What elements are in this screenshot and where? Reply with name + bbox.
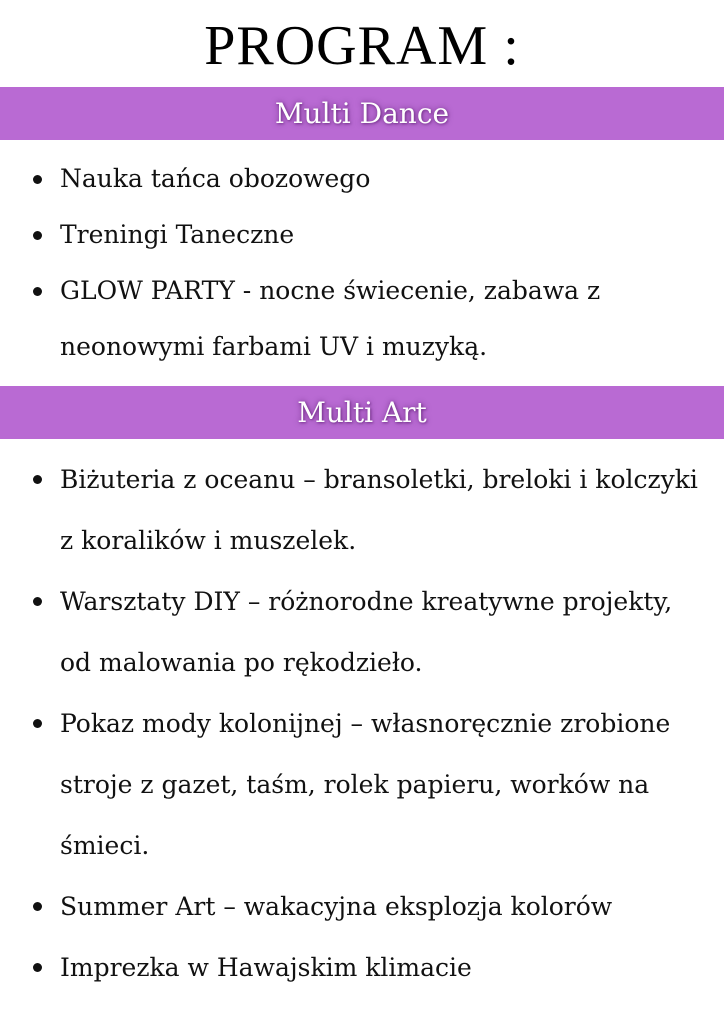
bullet-icon: [33, 719, 42, 728]
list-item-text: Pokaz mody kolonijnej – własnoręcznie zrobione stroje z gazet, taśm, rolek papieru, worków na śmieci.: [60, 709, 671, 860]
section-header-multi-art: [0, 386, 724, 439]
section-heading: Multi Art: [297, 396, 427, 429]
list-item-text: GLOW PARTY - nocne świecenie, zabawa z neonowymi farbami UV i muzyką.: [60, 276, 601, 361]
list-item: [0, 263, 724, 375]
list-item-text: Summer Art – wakacyjna eksplozja kolorów: [60, 892, 613, 921]
list-item-text: Treningi Taneczne: [60, 220, 295, 249]
list-item: [0, 151, 724, 207]
list-item: [0, 937, 724, 998]
section-header-multi-dance: [0, 87, 724, 140]
list-item: [0, 571, 724, 693]
list-item: [0, 876, 724, 937]
page-title: PROGRAM :: [204, 15, 520, 77]
list-item-text: Imprezka w Hawajskim klimacie: [60, 953, 472, 982]
list-item: [0, 693, 724, 876]
list-item-text: Nauka tańca obozowego: [60, 164, 371, 193]
bullet-icon: [33, 597, 42, 606]
bullet-icon: [33, 231, 42, 240]
list-item-text: Biżuteria z oceanu – bransoletki, breloki i kolczyki z koralików i muszelek.: [60, 465, 698, 555]
bullet-icon: [33, 175, 42, 184]
section-heading: Multi Dance: [274, 97, 450, 130]
bullet-icon: [33, 475, 42, 484]
multi-art-list: [0, 449, 724, 998]
list-item: [0, 449, 724, 571]
bullet-icon: [33, 902, 42, 911]
list-item: [0, 207, 724, 263]
bullet-icon: [33, 287, 42, 296]
multi-dance-list: [0, 151, 724, 375]
list-item-text: Warsztaty DIY – różnorodne kreatywne projekty, od malowania po rękodzieło.: [60, 587, 673, 677]
bullet-icon: [33, 963, 42, 972]
